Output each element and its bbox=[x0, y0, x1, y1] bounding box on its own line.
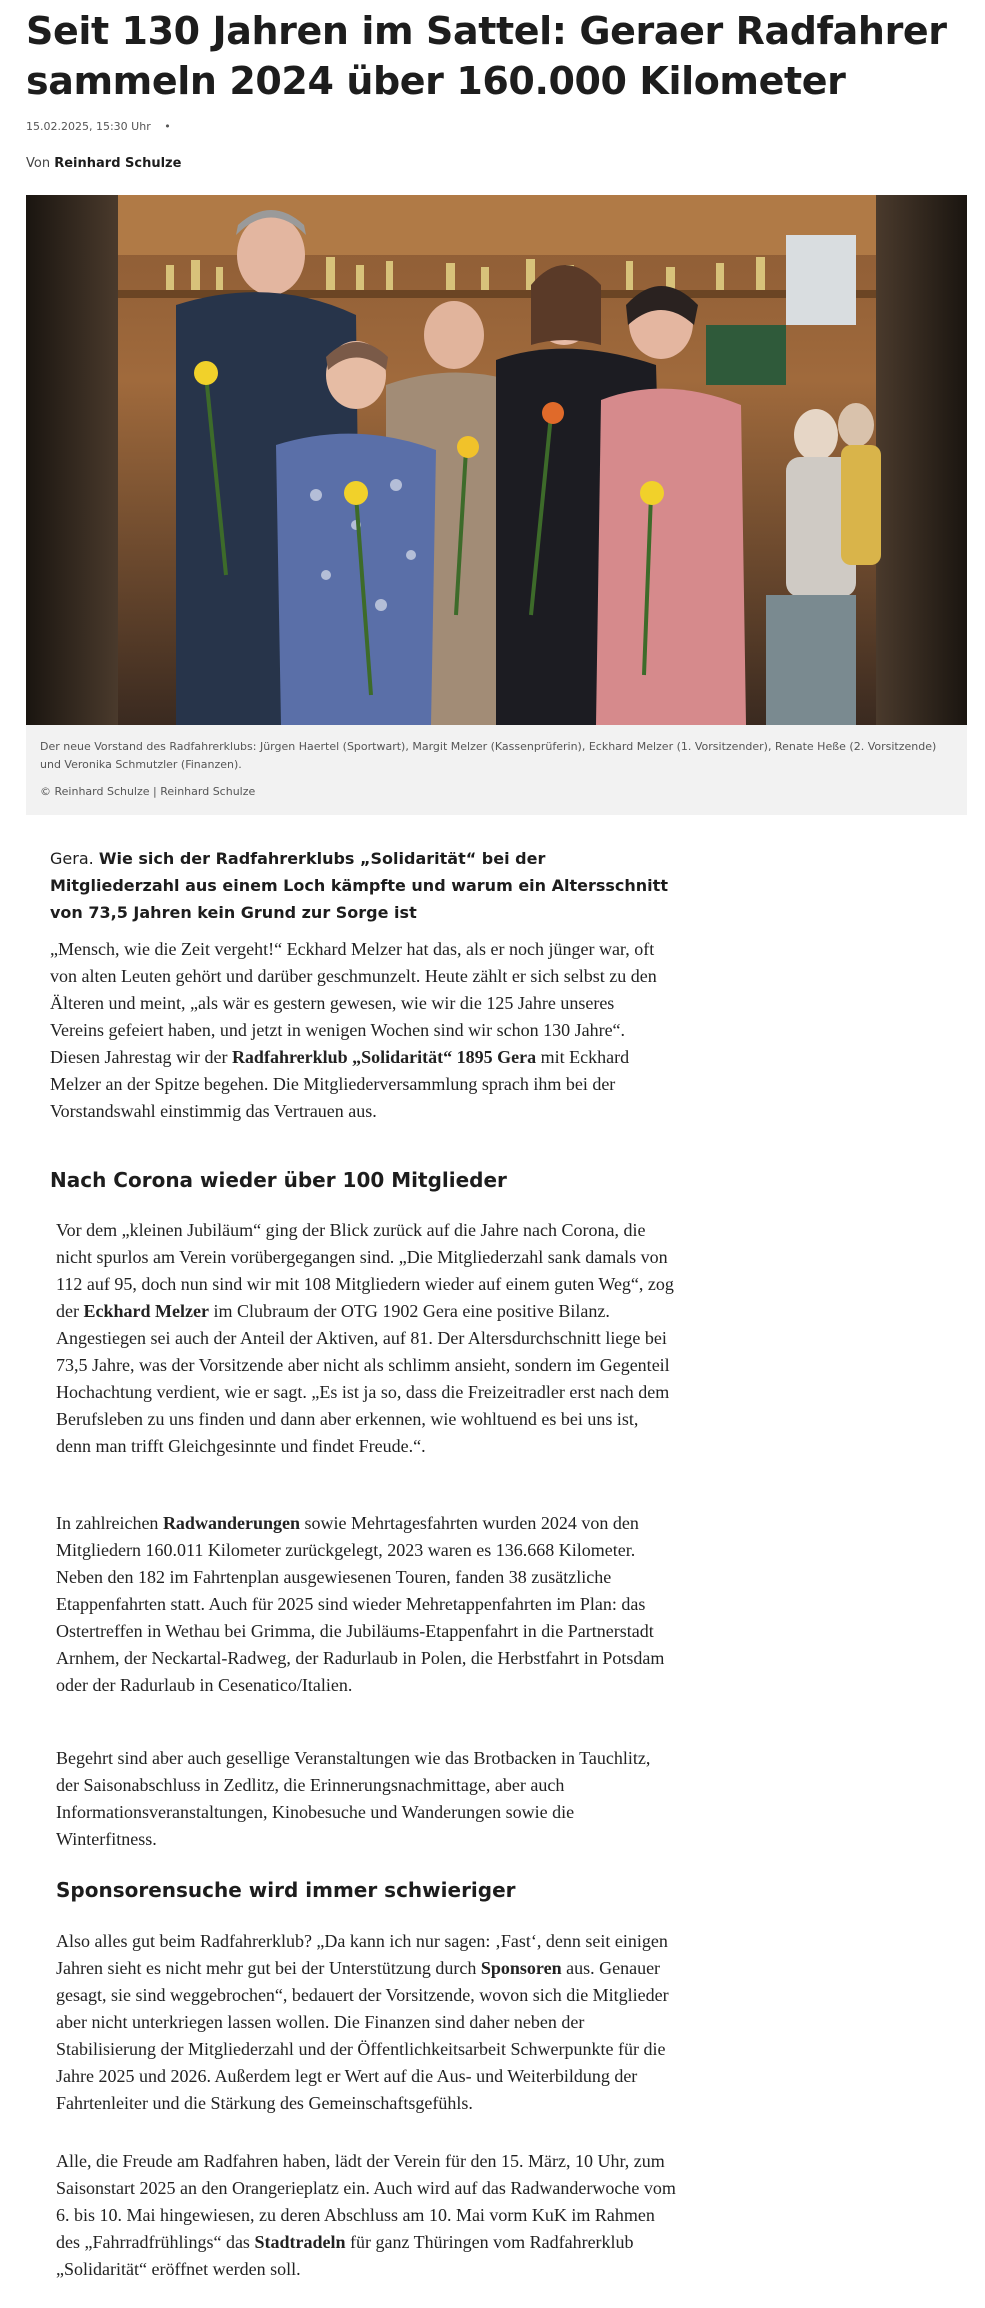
author-name[interactable]: Reinhard Schulze bbox=[54, 156, 182, 171]
p5-text-a: Also alles gut beim Radfahrerklub? „Da kann ich nur sagen: ‚Fast‘, denn seit einigen Jahren sieht es nicht mehr gut bei der Unterstützung durch bbox=[56, 1931, 668, 1978]
paragraph-5 bbox=[56, 1928, 676, 2117]
section-heading-sponsors: Sponsorensuche wird immer schwieriger bbox=[56, 1878, 516, 1902]
p6-bold[interactable]: Stadtradeln bbox=[254, 2232, 346, 2252]
p3-text-a: In zahlreichen bbox=[56, 1513, 163, 1533]
p5-bold[interactable]: Sponsoren bbox=[480, 1958, 562, 1978]
p4-text: Begehrt sind aber auch gesellige Veranstaltungen wie das Brotbacken in Tauchlitz, der Saisonabschluss in Zedlitz, die Erinnerungsnachmittage, aber auch Informationsveranstaltungen, Kinobesuche und Wanderungen sowie die Winterfitness. bbox=[56, 1748, 651, 1849]
p1-text-c: mit Eckhard Melzer an der Spitze begehen. Die Mitgliederversammlung sprach ihm bei der Vorstandswahl einstimmig das Vertrauen aus. bbox=[50, 1047, 630, 1121]
p3-bold[interactable]: Radwanderungen bbox=[162, 1513, 300, 1533]
lead-place: Gera. bbox=[50, 849, 94, 868]
photo-caption: Der neue Vorstand des Radfahrerklubs: Jürgen Haertel (Sportwart), Margit Melzer (Kassenprüferin), Eckhard Melzer (1. Vorsitzender), Renate Heße (2. Vorsitzende) und Veronika Schmutzler (Finanzen). bbox=[40, 740, 937, 771]
author-prefix: Von bbox=[26, 156, 51, 171]
article-figure bbox=[26, 195, 967, 815]
meta-separator: • bbox=[164, 120, 171, 133]
p1-bold: Radfahrerklub „Solidarität“ 1895 Gera bbox=[231, 1047, 537, 1067]
article-lead bbox=[50, 845, 670, 938]
section-heading-1 bbox=[50, 1168, 670, 1192]
publish-date: 15.02.2025, 15:30 Uhr bbox=[26, 120, 151, 133]
article-meta bbox=[26, 120, 171, 133]
author-line bbox=[26, 156, 181, 171]
p5-text-c: aus. Genauer gesagt, sie sind weggebrochen“, bedauert der Vorsitzende, wovon sich die Mitglieder aber nicht unterkriegen lassen wollen. Die Finanzen sind daher neben der Stabilisierung der Mitgliederzahl und der Öffentlichkeitsarbeit Schwerpunkte für die Jahre 2025 und 2026. Außerdem legt er Wert auf die Aus- und Weiterbildung der Fahrtenleiter und die Stärkung des Gemeinschaftsgefühls. bbox=[56, 1958, 669, 2113]
p2-text-c: im Clubraum der OTG 1902 Gera eine positive Bilanz. Angestiegen sei auch der Anteil der Aktiven, auf 81. Der Altersdurchschnitt liege bei 73,5 Jahre, was der Vorsitzende aber nicht als schlimm ansieht, sondern im Gegenteil Hochachtung verdient, wie er sagt. „Es ist ja so, dass die Freizeitradler erst nach dem Berufsleben zu uns finden und dann aber erkennen, wie wohltuend es bei uns ist, denn man trifft Gleichgesinnte und findet Freude.“. bbox=[56, 1301, 670, 1456]
section-heading-corona: Nach Corona wieder über 100 Mitglieder bbox=[50, 1168, 507, 1192]
p1-text-a: „Mensch, wie die Zeit vergeht!“ Eckhard Melzer hat das, als er noch jünger war, oft von alten Leuten gehört und darüber geschmunzelt. Heute zählt er sich selbst zu den Älteren und meint, „als wär es gestern gewesen, wie wir die 125 Jahre unseres Vereins gefeiert haben, und jetzt in wenigen Wochen sind wir schon 130 Jahre“. Diesen Jahrestag wir der bbox=[50, 939, 657, 1067]
p3-text-c: sowie Mehrtagesfahrten wurden 2024 von den Mitgliedern 160.011 Kilometer zurückgelegt, 2023 waren es 136.668 Kilometer. Neben den 182 im Fahrtenplan ausgewiesenen Touren, fanden 38 zusätzliche Etappenfahrten statt. Auch für 2025 sind wieder Mehretappenfahrten im Plan: das Ostertreffen in Wethau bei Grimma, die Jubiläums-Etappenfahrt in die Partnerstadt Arnhem, der Neckartal-Radweg, der Radurlaub in Polen, die Herbstfahrt in Potsdam oder der Radurlaub in Cesenatico/Italien. bbox=[56, 1513, 665, 1695]
p6-text-c: für ganz Thüringen vom Radfahrerklub „Solidarität“ eröffnet werden soll. bbox=[56, 2232, 634, 2279]
p2-bold[interactable]: Eckhard Melzer bbox=[83, 1301, 209, 1321]
paragraph-6 bbox=[56, 2148, 676, 2283]
paragraph-4 bbox=[56, 1745, 676, 1853]
lead-text: Wie sich der Radfahrerklubs „Solidarität“ bei der Mitgliederzahl aus einem Loch kämpfte und warum ein Altersschnitt von 73,5 Jahren kein Grund zur Sorge ist bbox=[50, 849, 668, 922]
paragraph-3 bbox=[56, 1510, 676, 1699]
paragraph-1 bbox=[50, 936, 670, 1125]
photo-credit: © Reinhard Schulze | Reinhard Schulze bbox=[40, 785, 256, 798]
section-heading-2 bbox=[56, 1878, 676, 1902]
p6-text-a: Alle, die Freude am Radfahren haben, lädt der Verein für den 15. März, 10 Uhr, zum Saisonstart 2025 an den Orangerieplatz ein. Auch wird auf das Radwanderwoche vom 6. bis 10. Mai hingewiesen, zu deren Abschluss am 10. Mai vorm KuK im Rahmen des „Fahrradfrühlings“ das bbox=[56, 2151, 676, 2252]
p2-text-a: Vor dem „kleinen Jubiläum“ ging der Blick zurück auf die Jahre nach Corona, die nicht spurlos am Verein vorübergegangen sind. „Die Mitgliederzahl sank damals von 112 auf 95, doch nun sind wir mit 108 Mitgliedern wieder auf einem guten Weg“, zog der bbox=[56, 1220, 674, 1321]
paragraph-2 bbox=[56, 1217, 676, 1460]
article-photo[interactable] bbox=[26, 195, 967, 725]
article-headline: Seit 130 Jahren im Sattel: Geraer Radfahrer sammeln 2024 über 160.000 Kilometer bbox=[26, 9, 947, 103]
